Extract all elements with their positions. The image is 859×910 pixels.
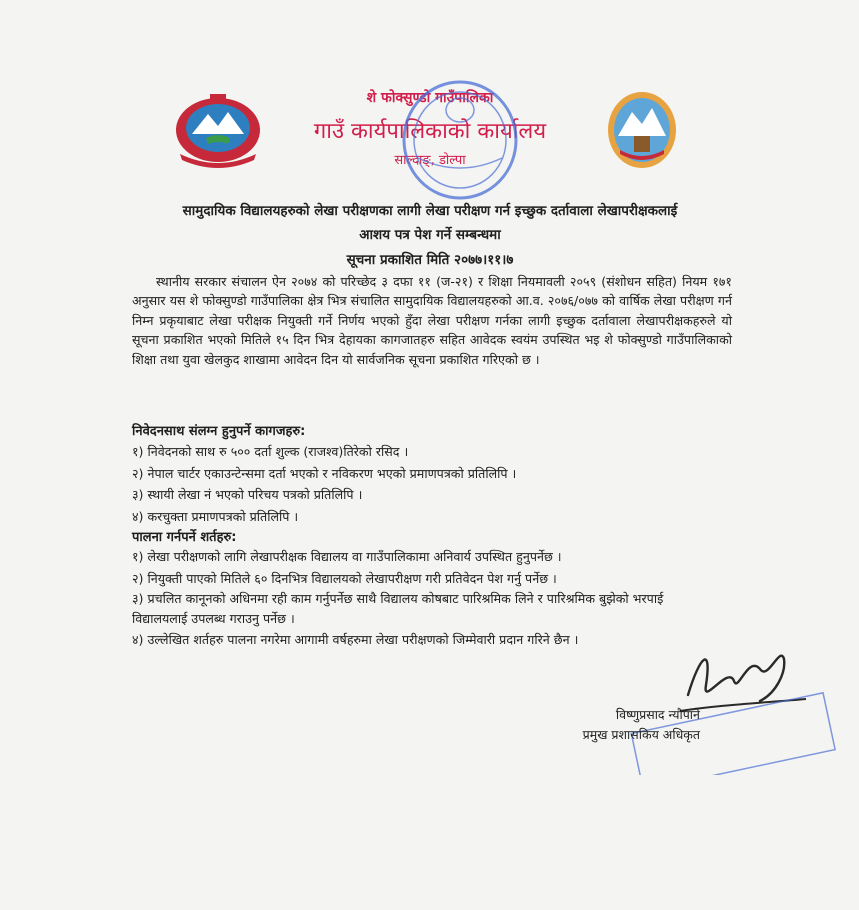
signer-name: विष्णुप्रसाद न्यौपाने <box>615 707 700 722</box>
list-item: ४) करचुक्ता प्रमाणपत्रको प्रतिलिपि । <box>132 508 299 524</box>
office-seal-stamp <box>378 70 538 210</box>
office-name: शे फोक्सुण्डो गाउँपालिका <box>366 90 494 106</box>
subject-line-2: आशय पत्र पेश गर्ने सम्बन्धमा <box>359 227 501 243</box>
list-item: १) निवेदनको साथ रु ५०० दर्ता शुल्क (राजश्व)तिरेको रसिद । <box>132 444 409 459</box>
requirements-heading: निवेदनसाथ संलग्न हुनुपर्ने कागजहरु: <box>132 424 306 439</box>
list-item: २) नियुक्ती पाएको मितिले ६० दिनभित्र विद्यालयको लेखापरीक्षण गरी प्रतिवेदन पेश गर्नु पर्नेछ । <box>132 570 557 586</box>
office-title: गाउँ कार्यपालिकाको कार्यालय <box>313 119 547 144</box>
signer-title: प्रमुख प्रशासकिय अधिकृत <box>582 727 700 742</box>
office-address: साल्दाङ्, डोल्पा <box>394 153 466 168</box>
signature-stamp <box>610 615 840 775</box>
list-item: ४) उल्लेखित शर्तहरु पालना नगरेमा आगामी वर्षहरुमा लेखा परीक्षणको जिम्मेवारी प्रदान गरिने छैन । <box>132 632 579 647</box>
notice-paragraph: स्थानीय सरकार संचालन ऐन २०७४ को परिच्छेद ३ दफा ११ (ज-२१) र शिक्षा नियमावली २०५९ (संशोधन सहित) नियम १७१ अनुसार यस शे फोक्सुण्डो गाउँपालिका क्षेत्र भित्र संचालित सामुदायिक विद्यालयहरुको आ.व. २०७६/०७७ को वार्षिक लेखा परीक्षण गर्न निम्न प्रकृयाबाट लेखा परीक्षक नियुक्ती गर्ने निर्णय भएको हुँदा लेखा परीक्षण गर्नका लागी इच्छुक दर्तावाला लेखापरीक्षकहरुले यो सूचना प्रकाशित भएको मितिले १५ दिन भित्र देहायका कागजातहरु सहित आवेदक स्वयंम उपस्थित भइ शे फोक्सुण्डो गाउँपालिकाको शिक्षा तथा युवा खेलकुद शाखामा आवेदन दिन यो सार्वजनिक सूचना प्रकाशित गरिएको छ । <box>132 274 732 367</box>
notice-date: सूचना प्रकाशित मिति २०७७।११।७ <box>346 252 514 268</box>
list-item: ३) स्थायी लेखा नं भएको परिचय पत्रको प्रतिलिपि । <box>132 487 363 502</box>
list-item: १) लेखा परीक्षणको लागि लेखापरीक्षक विद्यालय वा गाउँपालिकामा अनिवार्य उपस्थित हुनुपर्नेछ । <box>132 549 562 564</box>
list-item: २) नेपाल चार्टर एकाउन्टेन्समा दर्ता भएको र नविकरण भएको प्रमाणपत्रको प्रतिलिपि । <box>132 465 517 481</box>
conditions-heading: पालना गर्नपर्ने शर्तहरु: <box>132 530 237 545</box>
requirements-list <box>132 441 516 527</box>
subject-line-1: सामुदायिक विद्यालयहरुको लेखा परीक्षणका लागी लेखा परीक्षण गर्न इच्छुक दर्तावाला लेखापरीक्षकलाई <box>182 203 678 219</box>
list-item: ३) प्रचलित कानूनको अधिनमा रही काम गर्नुपर्नेछ साथै विद्यालय कोषबाट पारिश्रमिक लिने र पारिश्रमिक बुझेको भरपाई विद्यालयलाई उपलब्ध गराउनु पर्नेछ । <box>132 591 664 626</box>
